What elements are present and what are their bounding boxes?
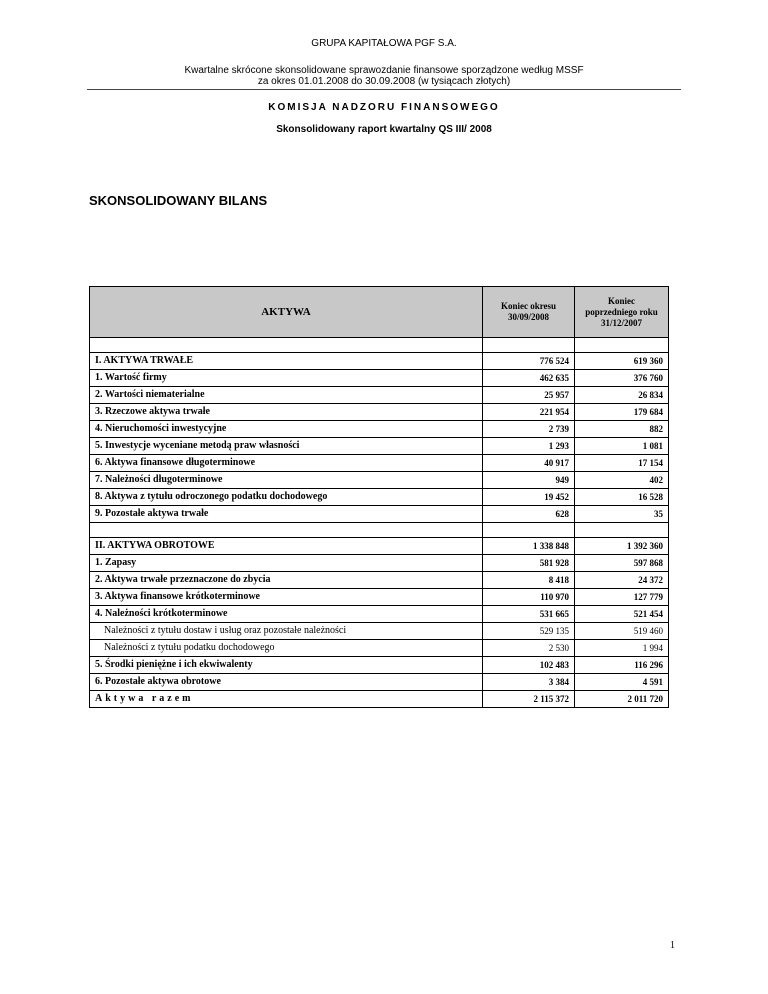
row-label: 9. Pozostałe aktywa trwałe — [90, 506, 483, 523]
row-value-current: 25 957 — [483, 387, 575, 404]
row-label: 7. Należności długoterminowe — [90, 472, 483, 489]
table-row — [90, 506, 669, 523]
row-value-current: 40 917 — [483, 455, 575, 472]
row-value-current: 2 530 — [483, 640, 575, 657]
spacer-row — [90, 338, 669, 353]
report-subtitle-line2: za okres 01.01.2008 do 30.09.2008 (w tysiącach złotych) — [257, 76, 511, 87]
row-value-prior: 4 591 — [575, 674, 669, 691]
table-subrow — [90, 623, 669, 640]
row-label: 4. Nieruchomości inwestycyjne — [90, 421, 483, 438]
row-value-current: 462 635 — [483, 370, 575, 387]
row-value-current: 531 665 — [483, 606, 575, 623]
row-label: 5. Inwestycje wyceniane metodą praw własności — [90, 438, 483, 455]
row-value-current: 1 293 — [483, 438, 575, 455]
row-value-prior: 882 — [575, 421, 669, 438]
table-row — [90, 538, 669, 555]
report-subtitle-line1: Kwartalne skrócone skonsolidowane sprawozdanie finansowe sporządzone według MSSF — [184, 65, 584, 76]
row-value-prior: 127 779 — [575, 589, 669, 606]
row-value-current: 2 739 — [483, 421, 575, 438]
row-value-prior: 1 994 — [575, 640, 669, 657]
row-value-current: 19 452 — [483, 489, 575, 506]
table-row — [90, 589, 669, 606]
table-row — [90, 657, 669, 674]
row-value-current: 221 954 — [483, 404, 575, 421]
row-value-prior: 402 — [575, 472, 669, 489]
row-label: 2. Wartości niematerialne — [90, 387, 483, 404]
row-value-current: 776 524 — [483, 353, 575, 370]
table-row — [90, 572, 669, 589]
column-header-prior-year-end — [575, 287, 669, 338]
column-header-period-end — [483, 287, 575, 338]
authority-name: KOMISJA NADZORU FINANSOWEGO — [268, 102, 500, 113]
report-title: Skonsolidowany raport kwartalny QS III/ 2008 — [276, 124, 492, 135]
row-label: Należności z tytułu podatku dochodowego — [90, 640, 483, 657]
table-row — [90, 370, 669, 387]
row-label: 6. Aktywa finansowe długoterminowe — [90, 455, 483, 472]
balance-sheet-table — [89, 286, 669, 708]
row-value-prior: 24 372 — [575, 572, 669, 589]
table-row — [90, 455, 669, 472]
row-value-current: 102 483 — [483, 657, 575, 674]
row-label: II. AKTYWA OBROTOWE — [90, 538, 483, 555]
row-label: 3. Rzeczowe aktywa trwałe — [90, 404, 483, 421]
column-header-prior-year-line1: Koniec — [608, 295, 635, 306]
row-value-prior: 521 454 — [575, 606, 669, 623]
row-label: Należności z tytułu dostaw i usług oraz pozostałe należności — [90, 623, 483, 640]
row-value-prior: 376 760 — [575, 370, 669, 387]
total-value-current: 2 115 372 — [483, 691, 575, 708]
company-name: GRUPA KAPITAŁOWA PGF S.A. — [311, 38, 457, 49]
table-row — [90, 674, 669, 691]
row-value-prior: 1 392 360 — [575, 538, 669, 555]
total-value-prior: 2 011 720 — [575, 691, 669, 708]
column-header-prior-year-line2: poprzedniego roku — [585, 306, 658, 317]
row-value-prior: 597 868 — [575, 555, 669, 572]
table-row — [90, 353, 669, 370]
row-label: 1. Zapasy — [90, 555, 483, 572]
section-title: SKONSOLIDOWANY BILANS — [89, 193, 268, 208]
row-label: 4. Należności krótkoterminowe — [90, 606, 483, 623]
row-label: 6. Pozostałe aktywa obrotowe — [90, 674, 483, 691]
row-value-prior: 519 460 — [575, 623, 669, 640]
row-value-prior: 26 834 — [575, 387, 669, 404]
row-value-current: 529 135 — [483, 623, 575, 640]
table-subrow — [90, 640, 669, 657]
row-value-current: 3 384 — [483, 674, 575, 691]
row-value-current: 949 — [483, 472, 575, 489]
column-header-prior-year-line3: 31/12/2007 — [600, 317, 642, 328]
row-value-current: 581 928 — [483, 555, 575, 572]
total-label: Aktywa razem — [90, 691, 483, 708]
header-divider — [87, 89, 681, 90]
table-row — [90, 472, 669, 489]
table-header-row — [90, 287, 669, 338]
row-value-current: 110 970 — [483, 589, 575, 606]
row-label: I. AKTYWA TRWAŁE — [90, 353, 483, 370]
column-header-assets: AKTYWA — [90, 287, 483, 338]
row-value-prior: 1 081 — [575, 438, 669, 455]
row-label: 1. Wartość firmy — [90, 370, 483, 387]
spacer-row — [90, 523, 669, 538]
table-row — [90, 606, 669, 623]
row-value-prior: 35 — [575, 506, 669, 523]
column-header-period-end-line1: Koniec okresu — [500, 301, 557, 311]
page-number: 1 — [670, 940, 675, 951]
table-row — [90, 438, 669, 455]
table-row — [90, 421, 669, 438]
row-value-prior: 116 296 — [575, 657, 669, 674]
table-row — [90, 555, 669, 572]
row-value-prior: 179 684 — [575, 404, 669, 421]
row-label: 3. Aktywa finansowe krótkoterminowe — [90, 589, 483, 606]
row-value-prior: 16 528 — [575, 489, 669, 506]
row-label: 5. Środki pieniężne i ich ekwiwalenty — [90, 657, 483, 674]
row-label: 8. Aktywa z tytułu odroczonego podatku dochodowego — [90, 489, 483, 506]
table-row — [90, 387, 669, 404]
row-value-prior: 17 154 — [575, 455, 669, 472]
row-label: 2. Aktywa trwałe przeznaczone do zbycia — [90, 572, 483, 589]
row-value-current: 1 338 848 — [483, 538, 575, 555]
total-row — [90, 691, 669, 708]
row-value-current: 628 — [483, 506, 575, 523]
row-value-current: 8 418 — [483, 572, 575, 589]
row-value-prior: 619 360 — [575, 353, 669, 370]
column-header-period-end-line2: 30/09/2008 — [507, 312, 549, 322]
table-row — [90, 489, 669, 506]
table-row — [90, 404, 669, 421]
